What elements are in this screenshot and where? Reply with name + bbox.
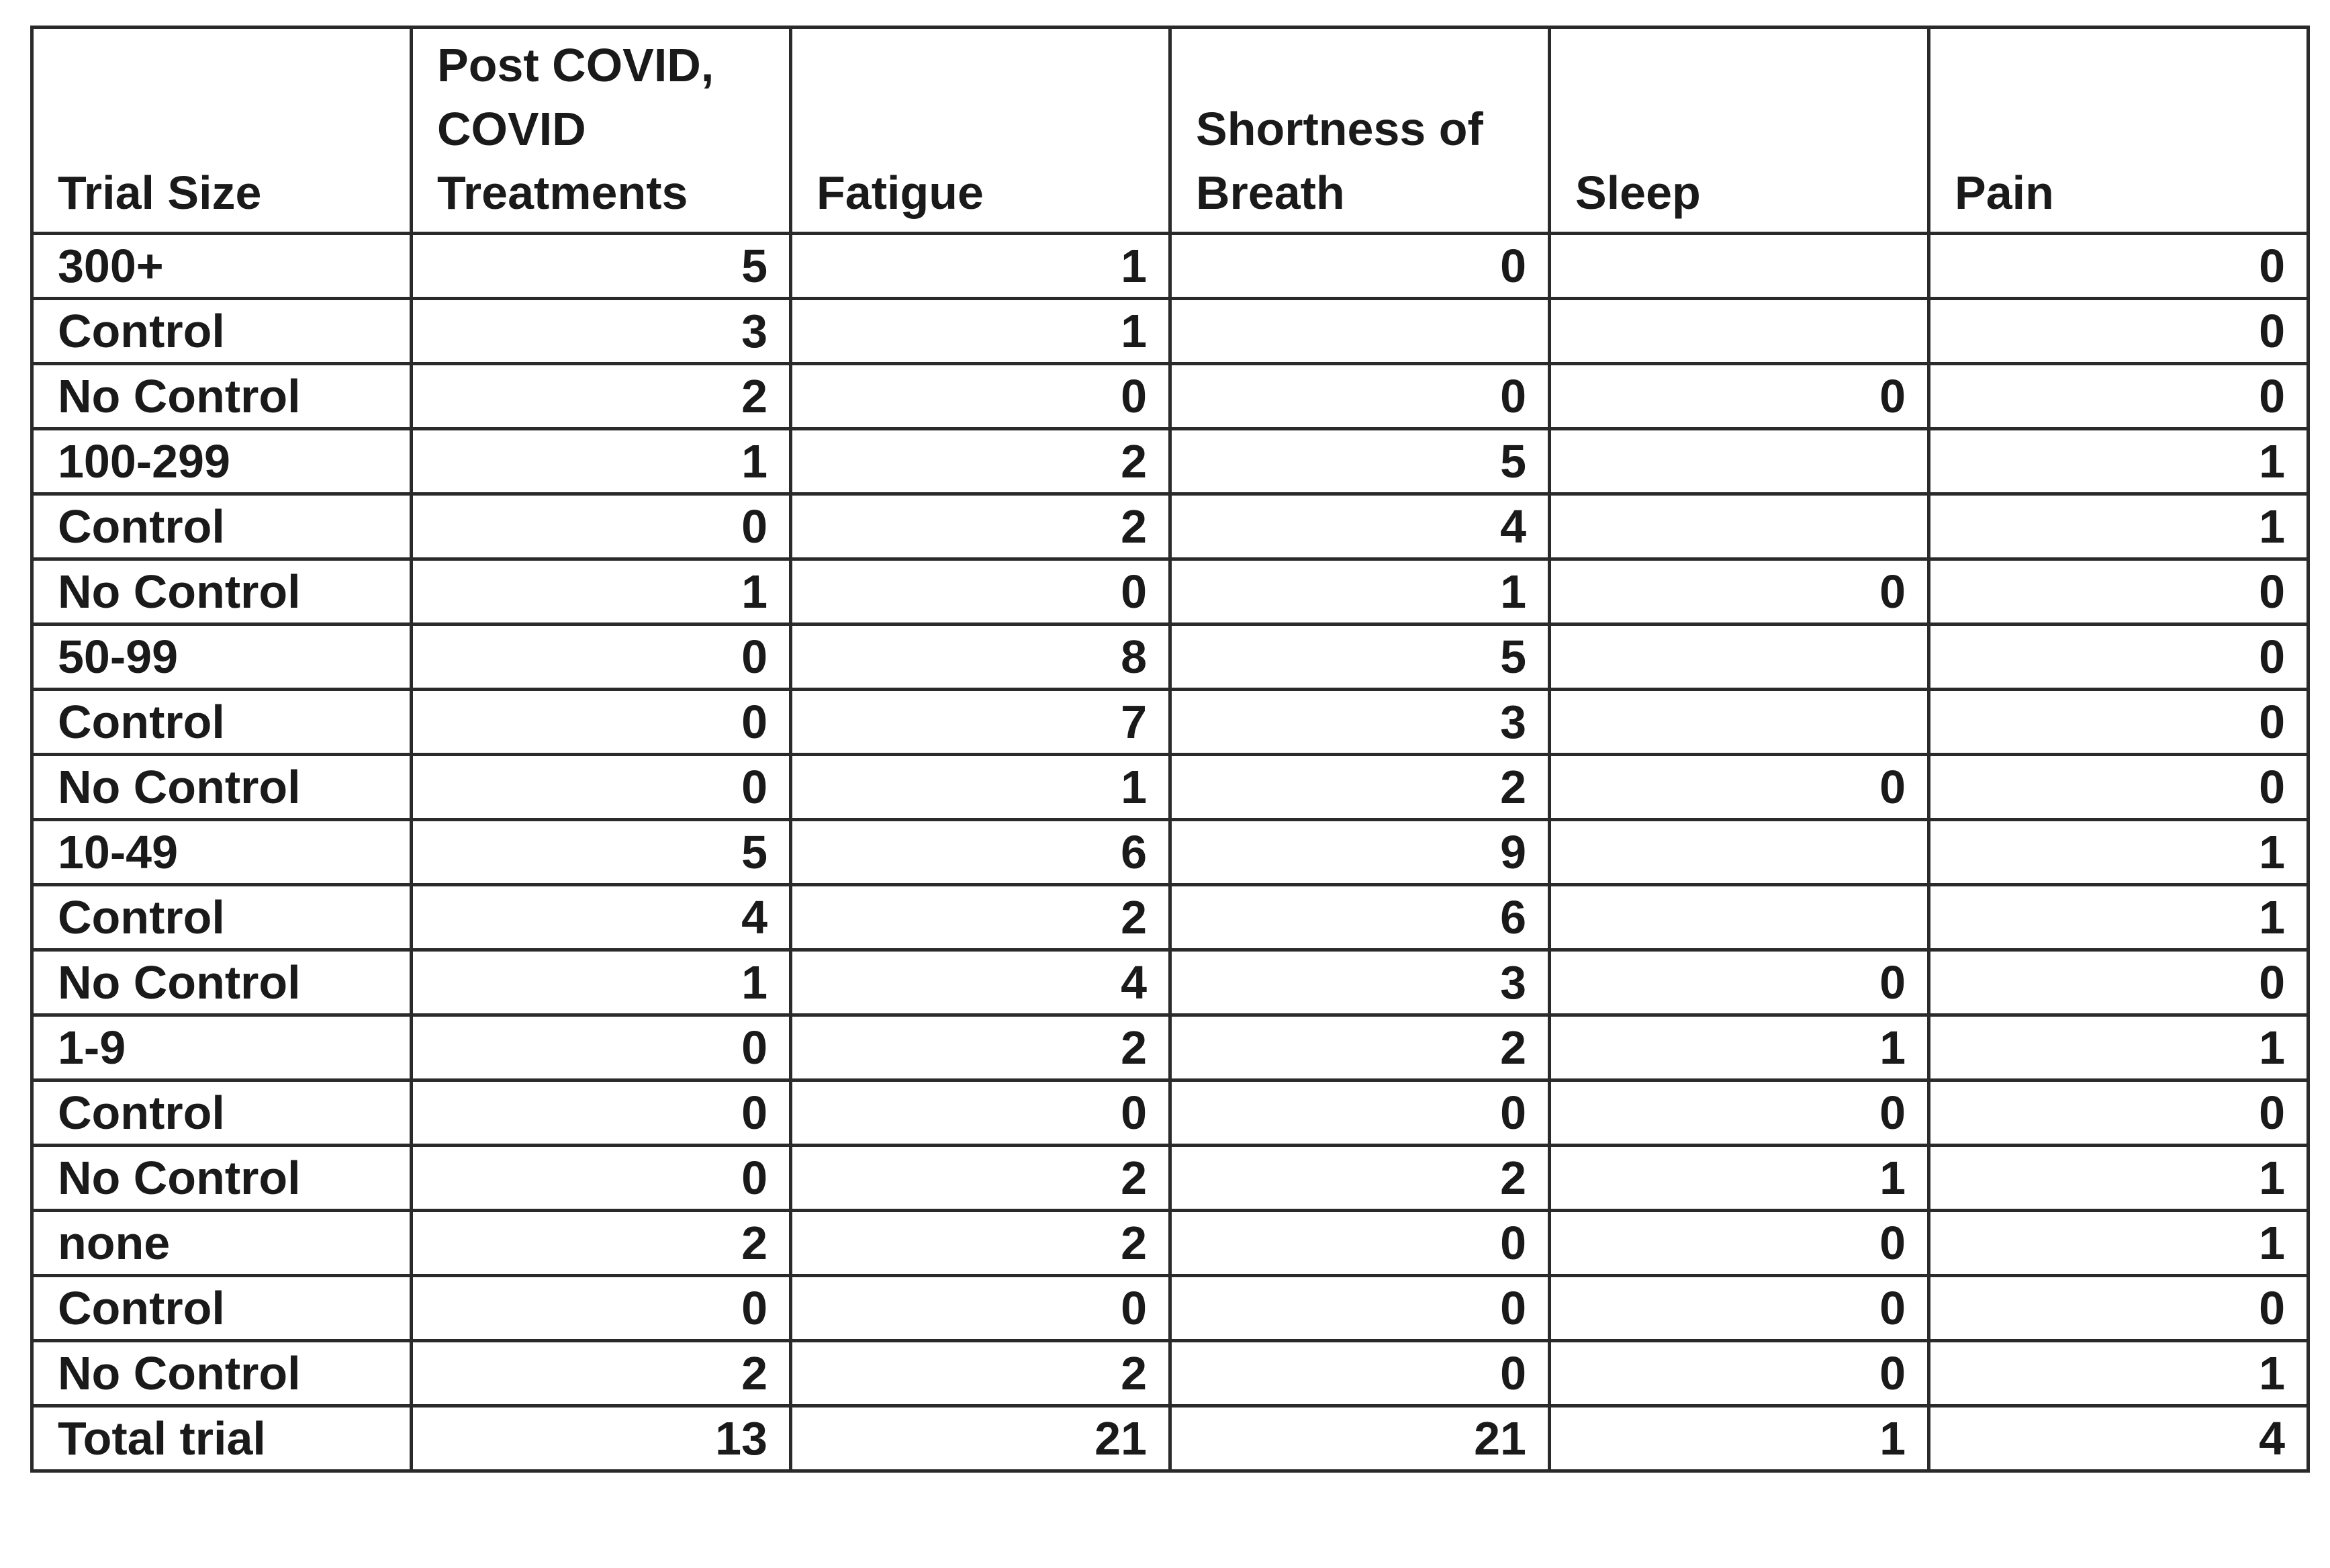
cell-shortness-of-breath: 2 bbox=[1170, 755, 1550, 820]
cell-post-covid-treatments: 4 bbox=[412, 885, 791, 950]
cell-pain: 0 bbox=[1929, 299, 2309, 364]
header-fatigue: Fatigue bbox=[791, 28, 1170, 234]
cell-fatigue: 0 bbox=[791, 364, 1170, 429]
cell-sleep: 0 bbox=[1550, 755, 1929, 820]
cell-trial-size: 10-49 bbox=[32, 820, 412, 885]
cell-sleep bbox=[1550, 625, 1929, 690]
cell-shortness-of-breath: 5 bbox=[1170, 625, 1550, 690]
cell-pain: 0 bbox=[1929, 690, 2309, 755]
cell-post-covid-treatments: 0 bbox=[412, 755, 791, 820]
cell-pain: 0 bbox=[1929, 364, 2309, 429]
cell-trial-size: 1-9 bbox=[32, 1015, 412, 1080]
cell-shortness-of-breath: 5 bbox=[1170, 429, 1550, 494]
table-row bbox=[32, 364, 2309, 429]
cell-fatigue: 0 bbox=[791, 1276, 1170, 1341]
table-row bbox=[32, 950, 2309, 1015]
header-post-covid-treatments: Post COVID, COVID Treatments bbox=[412, 28, 791, 234]
cell-sleep: 1 bbox=[1550, 1406, 1929, 1471]
cell-shortness-of-breath: 4 bbox=[1170, 494, 1550, 559]
cell-fatigue: 1 bbox=[791, 234, 1170, 299]
cell-fatigue: 7 bbox=[791, 690, 1170, 755]
cell-post-covid-treatments: 1 bbox=[412, 429, 791, 494]
cell-shortness-of-breath: 0 bbox=[1170, 234, 1550, 299]
cell-pain: 1 bbox=[1929, 885, 2309, 950]
cell-post-covid-treatments: 2 bbox=[412, 364, 791, 429]
cell-trial-size: No Control bbox=[32, 364, 412, 429]
cell-shortness-of-breath bbox=[1170, 299, 1550, 364]
cell-fatigue: 2 bbox=[791, 494, 1170, 559]
cell-shortness-of-breath: 2 bbox=[1170, 1146, 1550, 1211]
cell-pain: 1 bbox=[1929, 494, 2309, 559]
cell-trial-size: No Control bbox=[32, 1341, 412, 1406]
cell-pain: 4 bbox=[1929, 1406, 2309, 1471]
cell-pain: 1 bbox=[1929, 820, 2309, 885]
cell-pain: 1 bbox=[1929, 1015, 2309, 1080]
trial-size-table bbox=[30, 26, 2310, 1473]
cell-sleep: 0 bbox=[1550, 1211, 1929, 1276]
cell-shortness-of-breath: 3 bbox=[1170, 950, 1550, 1015]
table-body bbox=[32, 234, 2309, 1471]
cell-shortness-of-breath: 0 bbox=[1170, 1211, 1550, 1276]
table-row bbox=[32, 234, 2309, 299]
table-row bbox=[32, 494, 2309, 559]
cell-pain: 0 bbox=[1929, 234, 2309, 299]
header-trial-size: Trial Size bbox=[32, 28, 412, 234]
cell-shortness-of-breath: 0 bbox=[1170, 364, 1550, 429]
cell-post-covid-treatments: 3 bbox=[412, 299, 791, 364]
cell-sleep: 1 bbox=[1550, 1146, 1929, 1211]
cell-fatigue: 2 bbox=[791, 1341, 1170, 1406]
cell-sleep bbox=[1550, 820, 1929, 885]
cell-post-covid-treatments: 2 bbox=[412, 1211, 791, 1276]
cell-fatigue: 2 bbox=[791, 1146, 1170, 1211]
cell-post-covid-treatments: 1 bbox=[412, 950, 791, 1015]
header-pain: Pain bbox=[1929, 28, 2309, 234]
table-row bbox=[32, 1080, 2309, 1146]
cell-fatigue: 0 bbox=[791, 1080, 1170, 1146]
cell-post-covid-treatments: 0 bbox=[412, 1015, 791, 1080]
cell-trial-size: No Control bbox=[32, 559, 412, 625]
header-sleep: Sleep bbox=[1550, 28, 1929, 234]
cell-sleep: 0 bbox=[1550, 559, 1929, 625]
cell-trial-size: Control bbox=[32, 690, 412, 755]
cell-post-covid-treatments: 0 bbox=[412, 1146, 791, 1211]
cell-sleep bbox=[1550, 885, 1929, 950]
cell-fatigue: 8 bbox=[791, 625, 1170, 690]
cell-trial-size: Control bbox=[32, 1080, 412, 1146]
cell-fatigue: 1 bbox=[791, 299, 1170, 364]
table-row bbox=[32, 299, 2309, 364]
cell-shortness-of-breath: 21 bbox=[1170, 1406, 1550, 1471]
table-row bbox=[32, 885, 2309, 950]
cell-sleep: 0 bbox=[1550, 1276, 1929, 1341]
cell-trial-size: Total trial bbox=[32, 1406, 412, 1471]
cell-shortness-of-breath: 3 bbox=[1170, 690, 1550, 755]
table-row bbox=[32, 1406, 2309, 1471]
cell-sleep: 0 bbox=[1550, 950, 1929, 1015]
cell-post-covid-treatments: 5 bbox=[412, 234, 791, 299]
table-row bbox=[32, 755, 2309, 820]
cell-shortness-of-breath: 1 bbox=[1170, 559, 1550, 625]
cell-fatigue: 1 bbox=[791, 755, 1170, 820]
cell-trial-size: 100-299 bbox=[32, 429, 412, 494]
cell-post-covid-treatments: 1 bbox=[412, 559, 791, 625]
header-shortness-of-breath: Shortness of Breath bbox=[1170, 28, 1550, 234]
cell-pain: 0 bbox=[1929, 559, 2309, 625]
cell-trial-size: 300+ bbox=[32, 234, 412, 299]
cell-fatigue: 21 bbox=[791, 1406, 1170, 1471]
cell-post-covid-treatments: 5 bbox=[412, 820, 791, 885]
cell-trial-size: Control bbox=[32, 494, 412, 559]
cell-post-covid-treatments: 2 bbox=[412, 1341, 791, 1406]
table-row bbox=[32, 429, 2309, 494]
cell-trial-size: No Control bbox=[32, 950, 412, 1015]
cell-sleep bbox=[1550, 494, 1929, 559]
cell-shortness-of-breath: 0 bbox=[1170, 1276, 1550, 1341]
cell-fatigue: 4 bbox=[791, 950, 1170, 1015]
cell-pain: 0 bbox=[1929, 625, 2309, 690]
table-row bbox=[32, 690, 2309, 755]
cell-sleep: 0 bbox=[1550, 364, 1929, 429]
cell-post-covid-treatments: 13 bbox=[412, 1406, 791, 1471]
table-row bbox=[32, 1015, 2309, 1080]
table-row bbox=[32, 1146, 2309, 1211]
cell-pain: 0 bbox=[1929, 950, 2309, 1015]
cell-trial-size: Control bbox=[32, 1276, 412, 1341]
cell-sleep bbox=[1550, 234, 1929, 299]
cell-shortness-of-breath: 0 bbox=[1170, 1080, 1550, 1146]
cell-pain: 1 bbox=[1929, 1146, 2309, 1211]
cell-sleep bbox=[1550, 299, 1929, 364]
cell-post-covid-treatments: 0 bbox=[412, 625, 791, 690]
table-header-row bbox=[32, 28, 2309, 234]
cell-fatigue: 2 bbox=[791, 429, 1170, 494]
table-row bbox=[32, 1276, 2309, 1341]
cell-fatigue: 2 bbox=[791, 1211, 1170, 1276]
cell-sleep: 0 bbox=[1550, 1080, 1929, 1146]
cell-sleep: 1 bbox=[1550, 1015, 1929, 1080]
cell-fatigue: 2 bbox=[791, 885, 1170, 950]
cell-trial-size: Control bbox=[32, 885, 412, 950]
table-row bbox=[32, 820, 2309, 885]
table-row bbox=[32, 559, 2309, 625]
cell-fatigue: 0 bbox=[791, 559, 1170, 625]
cell-post-covid-treatments: 0 bbox=[412, 494, 791, 559]
table-row bbox=[32, 1341, 2309, 1406]
cell-post-covid-treatments: 0 bbox=[412, 690, 791, 755]
cell-trial-size: No Control bbox=[32, 1146, 412, 1211]
cell-post-covid-treatments: 0 bbox=[412, 1276, 791, 1341]
cell-pain: 0 bbox=[1929, 1276, 2309, 1341]
cell-shortness-of-breath: 6 bbox=[1170, 885, 1550, 950]
cell-shortness-of-breath: 0 bbox=[1170, 1341, 1550, 1406]
cell-shortness-of-breath: 9 bbox=[1170, 820, 1550, 885]
cell-fatigue: 6 bbox=[791, 820, 1170, 885]
cell-trial-size: Control bbox=[32, 299, 412, 364]
trial-size-table-container bbox=[30, 26, 2306, 1473]
cell-trial-size: 50-99 bbox=[32, 625, 412, 690]
cell-pain: 0 bbox=[1929, 1080, 2309, 1146]
cell-pain: 1 bbox=[1929, 429, 2309, 494]
cell-sleep: 0 bbox=[1550, 1341, 1929, 1406]
cell-fatigue: 2 bbox=[791, 1015, 1170, 1080]
cell-trial-size: No Control bbox=[32, 755, 412, 820]
table-row bbox=[32, 1211, 2309, 1276]
cell-sleep bbox=[1550, 690, 1929, 755]
cell-pain: 0 bbox=[1929, 755, 2309, 820]
table-row bbox=[32, 625, 2309, 690]
cell-pain: 1 bbox=[1929, 1211, 2309, 1276]
cell-shortness-of-breath: 2 bbox=[1170, 1015, 1550, 1080]
cell-post-covid-treatments: 0 bbox=[412, 1080, 791, 1146]
cell-pain: 1 bbox=[1929, 1341, 2309, 1406]
cell-trial-size: none bbox=[32, 1211, 412, 1276]
cell-sleep bbox=[1550, 429, 1929, 494]
